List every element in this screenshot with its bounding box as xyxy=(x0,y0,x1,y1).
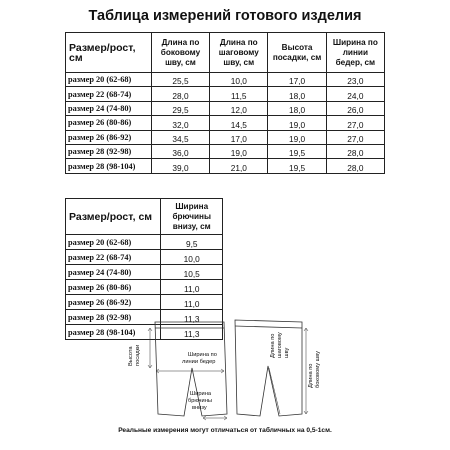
measurement-cell: 27,0 xyxy=(326,130,384,144)
header-side-length: Длина по боковому шву, см xyxy=(151,33,209,73)
measurement-cell: 26,0 xyxy=(326,101,384,115)
row-size-label: размер 28 (98-104) xyxy=(66,325,161,340)
row-size-label: размер 26 (80-86) xyxy=(66,116,152,130)
table-row xyxy=(66,116,385,130)
table-row xyxy=(66,73,385,87)
row-size-label: размер 22 (68-74) xyxy=(66,87,152,101)
row-size-label: размер 24 (74-80) xyxy=(66,101,152,115)
measurement-cell: 19,5 xyxy=(268,159,326,173)
table-row xyxy=(66,235,223,250)
header-size: Размер/рост, см xyxy=(66,33,152,73)
measurement-cell: 18,0 xyxy=(268,101,326,115)
measurement-cell: 21,0 xyxy=(210,159,268,173)
measurement-cell: 11,3 xyxy=(161,325,223,340)
table-row xyxy=(66,144,385,158)
row-size-label: размер 20 (62-68) xyxy=(66,235,161,250)
row-size-label: размер 28 (92-98) xyxy=(66,310,161,325)
header-rise: Высота посадки, см xyxy=(268,33,326,73)
measurement-cell: 39,0 xyxy=(151,159,209,173)
row-size-label: размер 28 (98-104) xyxy=(66,159,152,173)
row-size-label: размер 22 (68-74) xyxy=(66,250,161,265)
row-size-label: размер 28 (92-98) xyxy=(66,144,152,158)
label-rise: Высота посадки xyxy=(128,344,141,366)
row-size-label: размер 20 (62-68) xyxy=(66,73,152,87)
label-bottom-width: Ширина брючины внизу xyxy=(188,391,212,411)
measurement-cell: 10,0 xyxy=(210,73,268,87)
measurement-cell: 12,0 xyxy=(210,101,268,115)
row-size-label: размер 26 (86-92) xyxy=(66,295,161,310)
measurement-cell: 29,5 xyxy=(151,101,209,115)
shorts-diagram xyxy=(100,318,340,424)
header-size: Размер/рост, см xyxy=(66,199,161,235)
measurement-cell: 28,0 xyxy=(326,159,384,173)
header-inseam-length: Длина по шаговому шву, см xyxy=(210,33,268,73)
measurement-cell: 23,0 xyxy=(326,73,384,87)
label-hip-width: Ширина по линии бедер xyxy=(182,352,217,365)
table-row xyxy=(66,265,223,280)
measurement-cell: 28,0 xyxy=(151,87,209,101)
footnote: Реальные измерения могут отличаться от табличных на 0,5-1см. xyxy=(118,427,332,434)
table-row xyxy=(66,87,385,101)
measurement-cell: 11,0 xyxy=(161,295,223,310)
shorts-back-outline xyxy=(235,320,302,416)
measurement-cell: 9,5 xyxy=(161,235,223,250)
row-size-label: размер 26 (80-86) xyxy=(66,280,161,295)
header-bottom-width: Ширина брючины внизу, см xyxy=(161,199,223,235)
row-size-label: размер 24 (74-80) xyxy=(66,265,161,280)
measurement-cell: 34,5 xyxy=(151,130,209,144)
table-row xyxy=(66,250,223,265)
table-row xyxy=(66,159,385,173)
label-inseam-length: Длина по шаговому шву xyxy=(270,332,290,358)
label-side-length: Длина по боковому шву xyxy=(308,351,321,388)
measurement-cell: 11,3 xyxy=(161,310,223,325)
header-hip-width: Ширина по линии бедер, см xyxy=(326,33,384,73)
measurement-cell: 10,0 xyxy=(161,250,223,265)
measurement-cell: 17,0 xyxy=(210,130,268,144)
measurement-cell: 10,5 xyxy=(161,265,223,280)
table-row xyxy=(66,280,223,295)
measurement-cell: 19,0 xyxy=(268,116,326,130)
measurement-cell: 36,0 xyxy=(151,144,209,158)
measurement-cell: 19,0 xyxy=(268,130,326,144)
measurement-cell: 25,5 xyxy=(151,73,209,87)
measurement-cell: 19,5 xyxy=(268,144,326,158)
measurement-cell: 17,0 xyxy=(268,73,326,87)
measurement-cell: 28,0 xyxy=(326,144,384,158)
page-title: Таблица измерений готового изделия xyxy=(88,8,362,24)
measurement-cell: 27,0 xyxy=(326,116,384,130)
measurement-cell: 11,5 xyxy=(210,87,268,101)
measurement-cell: 19,0 xyxy=(210,144,268,158)
measurement-cell: 14,5 xyxy=(210,116,268,130)
table-row xyxy=(66,101,385,115)
measurement-cell: 32,0 xyxy=(151,116,209,130)
table-row xyxy=(66,130,385,144)
row-size-label: размер 26 (86-92) xyxy=(66,130,152,144)
measurement-cell: 18,0 xyxy=(268,87,326,101)
table-row xyxy=(66,295,223,310)
measurement-cell: 24,0 xyxy=(326,87,384,101)
measurement-cell: 11,0 xyxy=(161,280,223,295)
measurements-table xyxy=(65,32,385,174)
